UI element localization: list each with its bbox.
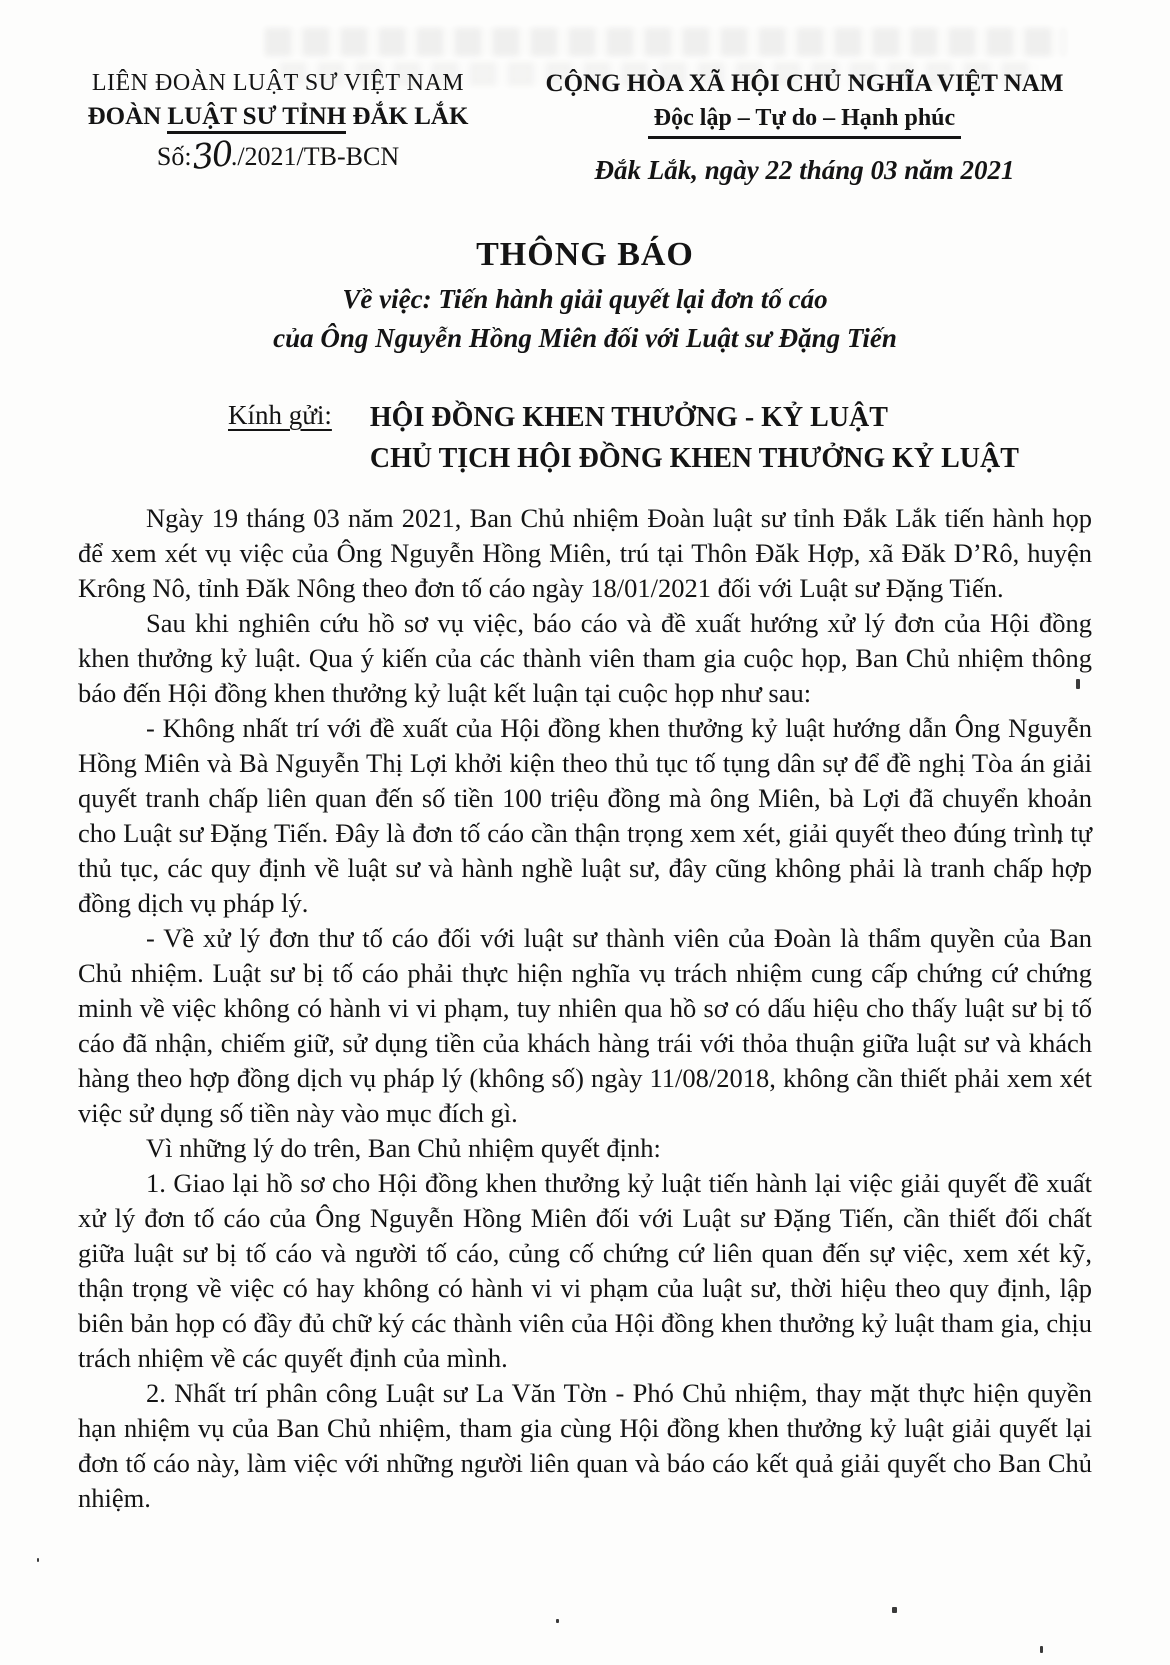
noise-speck xyxy=(37,1558,39,1562)
body-paragraph: Ngày 19 tháng 03 năm 2021, Ban Chủ nhiệm Đoàn luật sư tỉnh Đắk Lắk tiến hành họp để xem xét vụ việc của Ông Nguyễn Hồng Miên, trú tại Thôn Đăk Hợp, xã Đăk D’Rô, huyện Krông Nô, tỉnh Đăk Nông theo đơn tố cáo ngày 18/01/2021 đối với Luật sư Đặng Tiến. xyxy=(78,503,1092,604)
org-name-prefix: ĐOÀN xyxy=(87,102,168,130)
subject-line xyxy=(78,280,1092,358)
body-paragraph: 2. Nhất trí phân công Luật sư La Văn Tờn - Phó Chủ nhiệm, thay mặt thực hiện quyền hạn nhiệm vụ của Ban Chủ nhiệm, tham gia cùng Hội đồng khen thưởng kỷ luật giải quyết lại đơn tố cáo này, làm việc với những người liên quan và báo cáo kết quả giải quyết cho Ban Chủ nhiệm. xyxy=(78,1378,1092,1514)
parent-org-name: LIÊN ĐOÀN LUẬT SƯ VIỆT NAM xyxy=(91,70,465,96)
org-name-underlined: LUẬT SƯ TỈNH xyxy=(167,103,346,134)
recipient-line: CHỦ TỊCH HỘI ĐỒNG KHEN THƯỞNG KỶ LUẬT xyxy=(369,442,1019,474)
body-paragraph: 1. Giao lại hồ sơ cho Hội đồng khen thưởng kỷ luật tiến hành lại việc giải quyết đề xuất xử lý đơn tố cáo của Ông Nguyễn Hồng Miên đối với Luật sư Đặng Tiến, cần thiết đối chất giữa luật sư bị tố cáo và người tố cáo, củng cố chứng cứ liên quan đến sự việc, xem xét kỹ, thận trọng về việc có hay không có hành vi vi phạm của luật sư, thời hiệu theo quy định, lập biên bản họp có đầy đủ chữ ký các thành viên của Hội đồng khen thưởng kỷ luật tham gia, chịu trách nhiệm về các quyết định của mình. xyxy=(78,1168,1092,1374)
body-paragraph: Sau khi nghiên cứu hồ sơ vụ việc, báo cáo và đề xuất hướng xử lý đơn của Hội đồng khen thưởng kỷ luật. Qua ý kiến của các thành viên tham gia cuộc họp, Ban Chủ nhiệm thông báo đến Hội đồng khen thưởng kỷ luật kết luận tại cuộc họp như sau: xyxy=(78,608,1092,709)
body-paragraph: - Về xử lý đơn thư tố cáo đối với luật sư thành viên của Đoàn là thẩm quyền của Ban Chủ nhiệm. Luật sư bị tố cáo phải thực hiện nghĩa vụ trách nhiệm cung cấp chứng cứ chứng minh về việc không có hành vi vi phạm, tuy nhiên qua hồ sơ có dấu hiệu cho thấy luật sư bị tố cáo đã nhận, chiếm giữ, sử dụng tiền của khách hàng trái với thỏa thuận giữa luật sư và khách hàng theo hợp đồng dịch vụ pháp lý (không số) ngày 11/08/2018, không cần thiết phải xem xét việc sử dụng số tiền này vào mục đích gì. xyxy=(78,923,1092,1129)
document-number xyxy=(78,133,478,178)
org-name-suffix: ĐẮK LẮK xyxy=(346,102,469,130)
recipient-list xyxy=(370,398,1019,479)
national-header-block xyxy=(517,68,1092,188)
subject-line-1: Về việc: Tiến hành giải quyết lại đơn tố cáo xyxy=(342,283,828,314)
document-title: THÔNG BÁO xyxy=(476,235,694,273)
national-title: CỘNG HÒA XÃ HỘI CHỦ NGHĨA VIỆT NAM xyxy=(545,70,1064,97)
place-dateline: Đắk Lắk, ngày 22 tháng 03 năm 2021 xyxy=(594,154,1015,185)
letterhead xyxy=(78,68,1092,188)
subject-line-2: của Ông Nguyễn Hồng Miên đối với Luật sư Đặng Tiến xyxy=(273,322,897,353)
salutation-label: Kính gửi: xyxy=(228,400,332,431)
noise-speck xyxy=(892,1607,897,1613)
org-name xyxy=(78,100,478,133)
body-paragraph: - Không nhất trí với đề xuất của Hội đồng khen thưởng kỷ luật hướng dẫn Ông Nguyễn Hồng Miên và Bà Nguyễn Thị Lợi khởi kiện theo thủ tục tố tụng dân sự để đề nghị Tòa án giải quyết tranh chấp liên quan đến số tiền 100 triệu đồng mà ông Miên, bà Lợi đã chuyển khoản cho Luật sư Đặng Tiến. Đây là đơn tố cáo cần thận trọng xem xét, giải quyết theo đúng trình tự thủ tục, các quy định về luật sư và hành nghề luật sư, đây cũng không phải là tranh chấp hợp đồng dịch vụ pháp lý. xyxy=(78,713,1092,919)
document-number-handwritten: 30 xyxy=(189,133,234,178)
national-motto: Độc lập – Tự do – Hạnh phúc xyxy=(648,103,961,139)
recipient-line: HỘI ĐỒNG KHEN THƯỞNG - KỶ LUẬT xyxy=(369,402,888,434)
noise-speck xyxy=(556,1619,559,1623)
document-content xyxy=(78,68,1092,1516)
scan-ghost-artifact xyxy=(265,28,1065,56)
document-number-suffix: ./2021/TB-BCN xyxy=(230,141,400,171)
document-body xyxy=(78,501,1092,1516)
issuing-org-block xyxy=(78,68,478,178)
body-paragraph: Vì những lý do trên, Ban Chủ nhiệm quyết định: xyxy=(146,1133,661,1164)
noise-speck xyxy=(1040,1646,1043,1653)
salutation xyxy=(78,398,1092,479)
document-number-prefix: Số: xyxy=(156,141,192,171)
